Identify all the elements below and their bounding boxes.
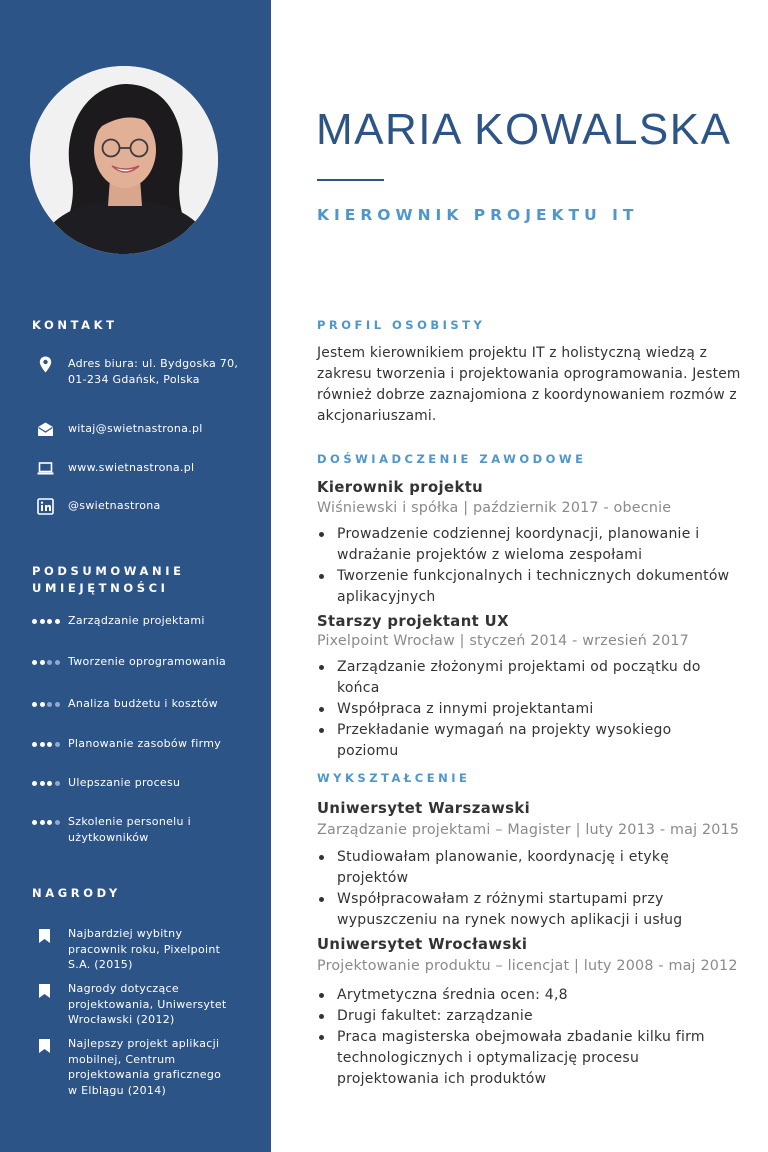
skill-dot-filled [32, 742, 37, 747]
job-bullets [317, 657, 737, 762]
skill-dot-filled [47, 742, 52, 747]
bullet-item: Praca magisterska obejmowała zbadanie kilku firm technologicznych i optymalizację procesu projektowania ich produktów [317, 1027, 737, 1090]
skill-level-dots [32, 781, 62, 787]
laptop-icon [37, 460, 54, 477]
skill-dot-empty [47, 660, 52, 665]
skill-label: Analiza budżetu i kosztów [68, 697, 218, 710]
profile-heading: PROFIL OSOBISTY [317, 318, 486, 332]
skill-dot-filled [32, 820, 37, 825]
skill-dot-empty [55, 660, 60, 665]
bullet-item: Drugi fakultet: zarządzanie [317, 1006, 737, 1027]
skill-dot-empty [55, 742, 60, 747]
skill-dot-filled [40, 742, 45, 747]
skill-dot-empty [55, 781, 60, 786]
profile-text: Jestem kierownikiem projektu IT z holistyczną wiedzą z zakresu tworzenia i projektowania oprogramowania. Jestem również dobrze zaznajomiona z koordynowaniem rozmów z akcjonariuszami. [317, 345, 741, 424]
skill-label: Zarządzanie projektami [68, 614, 205, 627]
job-bullets [317, 524, 737, 608]
skill-dot-filled [47, 781, 52, 786]
skill-dot-filled [40, 820, 45, 825]
name-divider [317, 179, 384, 181]
bullet-item: Zarządzanie złożonymi projektami od początku do końca [317, 657, 737, 699]
school-title: Uniwersytet Wrocławski [317, 936, 528, 953]
skill-label: Planowanie zasobów firmy [68, 737, 222, 750]
bullet-item: Tworzenie funkcjonalnych i technicznych dokumentów aplikacyjnych [317, 566, 737, 608]
contact-email-text[interactable]: witaj@swietnastrona.pl [68, 422, 203, 435]
person-name: MARIA KOWALSKA [316, 105, 732, 154]
skill-dot-filled [40, 619, 45, 624]
experience-heading: DOŚWIADCZENIE ZAWODOWE [317, 452, 587, 466]
education-heading: WYKSZTAŁCENIE [317, 771, 471, 785]
award-text: Najlepszy projekt aplikacji mobilnej, Centrum projektowania graficznego w Elblągu (2014) [68, 1037, 222, 1097]
job-meta: Pixelpoint Wrocław | styczeń 2014 - wrzesień 2017 [317, 633, 689, 649]
skill-dot-filled [40, 781, 45, 786]
contact-heading: KONTAKT [32, 318, 118, 332]
school-meta: Zarządzanie projektami – Magister | luty 2013 - maj 2015 [317, 822, 740, 838]
skill-item [32, 814, 262, 846]
job-role: KIEROWNIK PROJEKTU IT [317, 206, 639, 224]
school-bullets [317, 847, 737, 931]
envelope-icon [37, 421, 54, 438]
awards-heading: NAGRODY [32, 886, 121, 900]
skill-level-dots [32, 619, 62, 625]
skill-item [32, 775, 262, 807]
bullet-item: Prowadzenie codziennej koordynacji, planowanie i wdrażanie projektów z wieloma zespołami [317, 524, 737, 566]
job-meta: Wiśniewski i spółka | październik 2017 - obecnie [317, 500, 672, 516]
bullet-item: Współpraca z innymi projektantami [317, 699, 737, 720]
skill-dot-filled [55, 619, 60, 624]
skill-dot-filled [32, 660, 37, 665]
school-bullets [317, 985, 737, 1090]
skill-dot-empty [55, 820, 60, 825]
skill-level-dots [32, 660, 62, 666]
skill-item [32, 654, 262, 686]
skill-dot-filled [47, 619, 52, 624]
skill-dot-empty [55, 702, 60, 707]
skill-label: Szkolenie personelu i użytkowników [68, 815, 191, 844]
award-text: Nagrody dotyczące projektowania, Uniwersytet Wrocławski (2012) [68, 982, 227, 1026]
bullet-item: Przekładanie wymagań na projekty wysokiego poziomu [317, 720, 737, 762]
skill-label: Tworzenie oprogramowania [68, 655, 227, 668]
bookmark-icon [39, 984, 50, 998]
location-pin-icon [37, 356, 54, 373]
skill-dot-filled [47, 820, 52, 825]
school-title: Uniwersytet Warszawski [317, 800, 531, 817]
skill-dot-empty [47, 702, 52, 707]
skill-dot-filled [32, 781, 37, 786]
contact-address-text: Adres biura: ul. Bydgoska 70, 01-234 Gdańsk, Polska [68, 357, 239, 386]
bookmark-icon [39, 1039, 50, 1053]
skill-dot-filled [32, 619, 37, 624]
skill-item [32, 696, 262, 728]
skill-dot-filled [32, 702, 37, 707]
contact-website-text[interactable]: www.swietnastrona.pl [68, 461, 195, 474]
sidebar [0, 0, 271, 1152]
profile-photo [30, 66, 218, 254]
bullet-item: Arytmetyczna średnia ocen: 4,8 [317, 985, 737, 1006]
linkedin-icon [37, 498, 54, 515]
skill-level-dots [32, 702, 62, 708]
bookmark-icon [39, 929, 50, 943]
skill-level-dots [32, 742, 62, 748]
skill-item [32, 736, 262, 768]
bullet-item: Współpracowałam z różnymi startupami przy wypuszczeniu na rynek nowych aplikacji i usług [317, 889, 737, 931]
school-meta: Projektowanie produktu – licencjat | luty 2008 - maj 2012 [317, 958, 738, 974]
bullet-item: Studiowałam planowanie, koordynację i etykę projektów [317, 847, 737, 889]
job-title: Kierownik projektu [317, 479, 484, 496]
skill-item [32, 613, 262, 645]
skill-dot-filled [40, 660, 45, 665]
portrait-image [30, 66, 218, 254]
skill-level-dots [32, 820, 62, 826]
skill-dot-filled [40, 702, 45, 707]
skill-label: Ulepszanie procesu [68, 776, 181, 789]
award-text: Najbardziej wybitny pracownik roku, Pixelpoint S.A. (2015) [68, 927, 221, 971]
contact-linkedin-text[interactable]: @swietnastrona [68, 499, 161, 512]
job-title: Starszy projektant UX [317, 613, 509, 630]
skills-heading: PODSUMOWANIE UMIEJĘTNOŚCI [32, 564, 185, 595]
